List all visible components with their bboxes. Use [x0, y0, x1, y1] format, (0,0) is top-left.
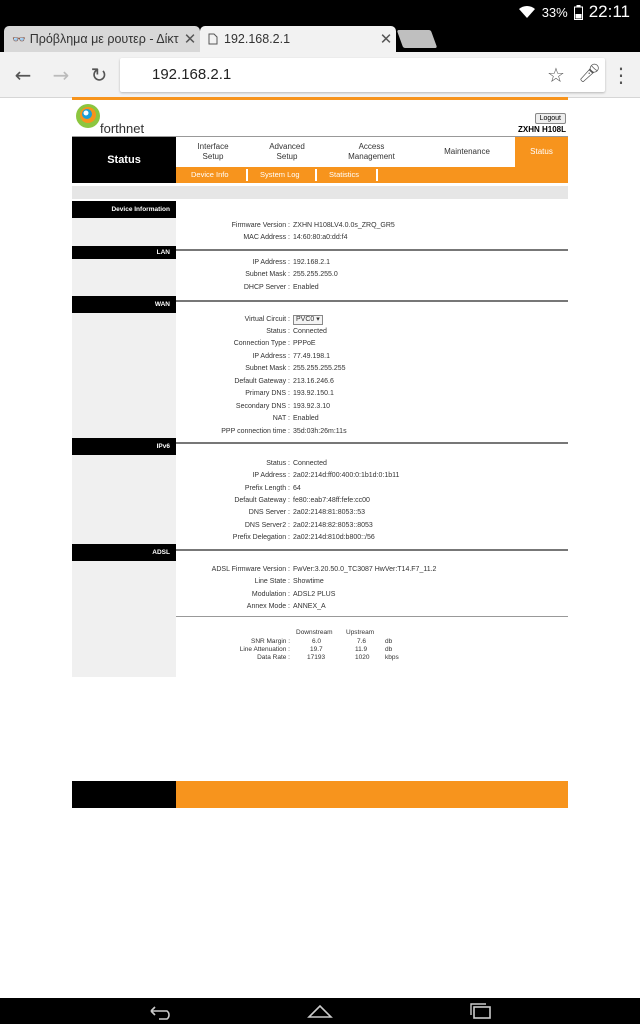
tab-interface-setup[interactable]: Interface Setup — [197, 142, 229, 161]
section-divider — [176, 300, 568, 302]
subnav-divider — [315, 169, 317, 181]
info-row: Default Gateway : fe80::eab7:48ff:fefe:cc00 — [234, 497, 370, 504]
status-content — [72, 201, 568, 677]
subtab-statistics[interactable]: Statistics — [329, 170, 360, 179]
microphone-icon[interactable]: 🎤︎ — [578, 63, 601, 84]
info-row: IP Address : 77.49.198.1 — [252, 353, 330, 360]
clock: 22:11 — [588, 2, 630, 21]
home-nav-icon[interactable] — [305, 1002, 335, 1020]
info-row: ADSL Firmware Version : FwVer:3.20.50.0_TC3087 HwVer:T14.F7_11.2 — [211, 566, 437, 573]
stats-header: Upstream — [346, 629, 375, 636]
subtab-system-log[interactable]: System Log — [260, 170, 300, 179]
info-row: Primary DNS : 193.92.150.1 — [245, 390, 334, 397]
battery-percent: 33% — [541, 4, 568, 20]
browser-toolbar — [0, 52, 640, 98]
stats-row: Data Rate : 17193 1020 kbps — [257, 654, 399, 661]
info-row: NAT : Enabled — [272, 415, 319, 422]
section-wan: WAN — [72, 296, 176, 313]
info-row: DNS Server2 : 2a02:2148:82:8053::8053 — [244, 522, 373, 529]
close-tab-icon[interactable]: ✕ — [379, 31, 393, 48]
reload-icon[interactable]: ↻ — [90, 63, 108, 87]
info-row: Subnet Mask : 255.255.255.0 — [245, 271, 338, 278]
info-row: Default Gateway : 213.16.246.6 — [234, 378, 334, 385]
section-divider — [176, 249, 568, 251]
tab-access-management[interactable]: Access Management — [348, 142, 395, 161]
info-row: Subnet Mask : 255.255.255.255 — [245, 365, 346, 372]
section-adsl: ADSL — [72, 544, 176, 561]
gray-separator — [72, 186, 568, 199]
info-row: Secondary DNS : 193.92.3.10 — [235, 403, 330, 410]
back-nav-icon[interactable] — [145, 1002, 175, 1020]
section-device-info: Device Information — [72, 201, 176, 218]
close-tab-icon[interactable]: ✕ — [183, 31, 197, 48]
info-row: Prefix Delegation : 2a02:214d:810d:b800::/56 — [232, 534, 375, 541]
forthnet-logo-icon — [74, 102, 102, 130]
info-row: MAC Address : 14:60:80:a0:dd:f4 — [243, 234, 348, 241]
info-row: Status : Connected — [266, 328, 327, 335]
stats-row: SNR Margin : 6.0 7.6 db — [250, 638, 393, 645]
virtual-circuit-row: Virtual Circuit : PVC0 ▾ — [176, 316, 568, 326]
model-name: ZXHN H108L — [517, 125, 566, 134]
section-divider — [176, 442, 568, 444]
system-status-bar — [0, 0, 640, 24]
virtual-circuit-select[interactable]: PVC0 ▾ — [293, 315, 323, 325]
stats-header-row — [176, 629, 568, 638]
menu-icon[interactable]: ⋮ — [611, 63, 631, 87]
stats-row: Line Attenuation : 19.7 11.9 db — [239, 646, 393, 653]
stats-header: Downstream — [296, 629, 333, 636]
footer-right — [176, 781, 568, 808]
page-footer — [72, 781, 568, 808]
section-divider — [176, 549, 568, 551]
page-icon — [208, 33, 218, 45]
info-row: Annex Mode : ANNEX_A — [246, 603, 326, 610]
logout-button[interactable]: Logout — [535, 113, 566, 124]
sub-nav — [176, 167, 568, 183]
info-row: Prefix Length : 64 — [244, 485, 301, 492]
tab-favicon-icon: 👓 — [12, 33, 26, 46]
footer-left — [72, 781, 176, 808]
info-row: DHCP Server : Enabled — [243, 284, 319, 291]
info-row: Modulation : ADSL2 PLUS — [251, 591, 336, 598]
info-row: Connection Type : PPPoE — [233, 340, 316, 347]
brand-name: forthnet — [100, 121, 145, 136]
tab-advanced-setup[interactable]: Advanced Setup — [269, 142, 305, 161]
tab-strip — [0, 24, 640, 52]
section-divider — [176, 616, 568, 617]
info-row: PPP connection time : 35d:03h:26m:11s — [221, 428, 347, 435]
router-page — [72, 97, 568, 661]
bookmark-star-icon[interactable]: ☆ — [547, 63, 565, 87]
tab-maintenance[interactable]: Maintenance — [444, 147, 490, 156]
header — [72, 100, 568, 136]
wifi-icon — [518, 5, 536, 19]
back-arrow-icon[interactable]: ← — [14, 63, 32, 87]
section-title: Status — [72, 137, 176, 183]
address-bar[interactable] — [120, 58, 605, 92]
tab-title: 192.168.2.1 — [224, 32, 291, 46]
tab-title: Πρόβλημα με ρουτερ - Δίκτ — [29, 32, 179, 46]
info-row: Line State : Showtime — [254, 578, 324, 585]
subtab-device-info[interactable]: Device Info — [191, 170, 229, 179]
main-nav — [72, 136, 568, 179]
system-nav-bar — [0, 998, 640, 1024]
subnav-divider — [246, 169, 248, 181]
recents-nav-icon[interactable] — [466, 1002, 496, 1020]
info-row: Status : Connected — [266, 460, 327, 467]
new-tab-button[interactable] — [397, 30, 438, 48]
info-row: DNS Server : 2a02:2148:81:8053::53 — [248, 509, 366, 516]
tab-status[interactable]: Status — [515, 137, 568, 167]
battery-icon — [574, 5, 583, 20]
subnav-divider — [376, 169, 378, 181]
section-ipv6: IPv6 — [72, 438, 176, 455]
browser-tab-1[interactable] — [4, 26, 200, 52]
address-url[interactable]: 192.168.2.1 — [152, 66, 232, 83]
info-row: IP Address : 192.168.2.1 — [252, 259, 330, 266]
forward-arrow-icon[interactable]: → — [52, 63, 70, 87]
info-row: Firmware Version : ZXHN H108LV4.0.0s_ZRQ_GR5 — [231, 222, 395, 229]
info-row: IP Address : 2a02:214d:ff00:400:0:1b1d:0:1b11 — [252, 472, 400, 479]
section-lan: LAN — [72, 246, 176, 259]
browser-tab-2[interactable] — [200, 26, 396, 52]
